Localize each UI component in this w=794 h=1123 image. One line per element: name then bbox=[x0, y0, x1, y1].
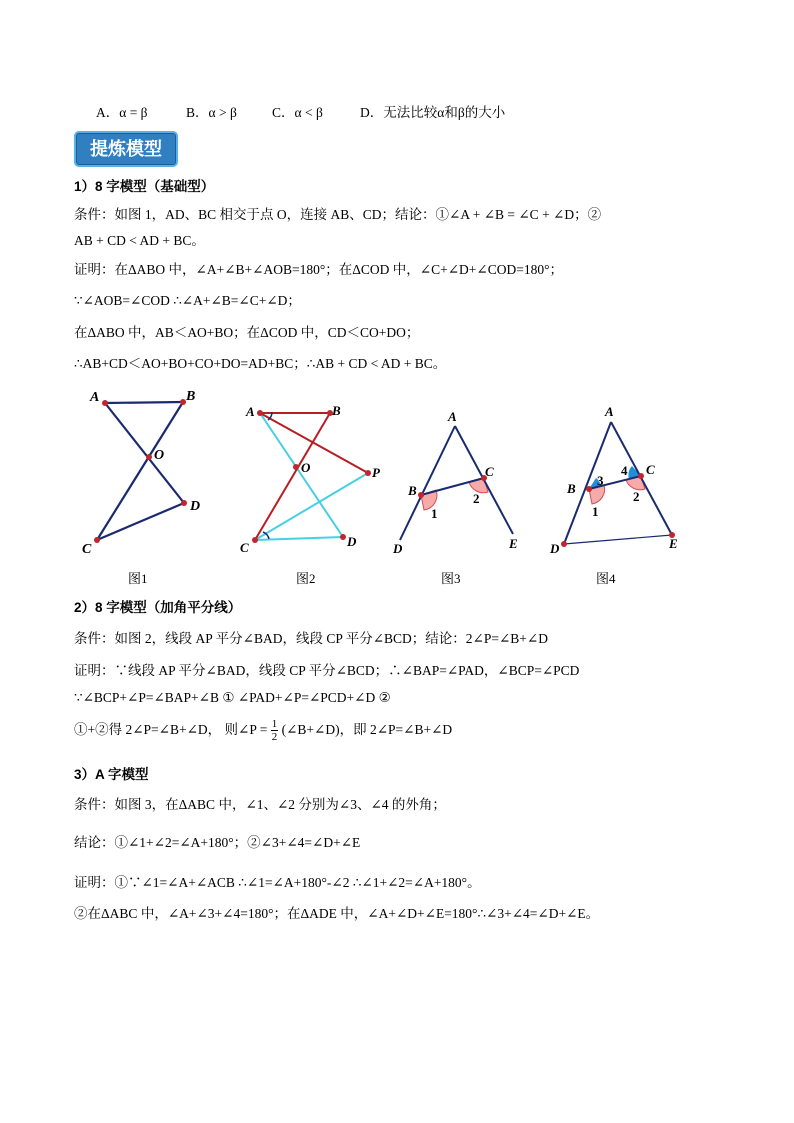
fig1-label-c: C bbox=[82, 542, 92, 557]
model3-proof-1: 证明：①∵∠1=∠A+∠ACB ∴∠1=∠A+180°-∠2 ∴∠1+∠2=∠A+180°。 bbox=[74, 875, 481, 890]
fig3-label-c: C bbox=[485, 464, 494, 479]
model1-condition: 条件：如图 1，AD、BC 相交于点 O，连接 AB、CD；结论：①∠A + ∠B = ∠C + ∠D；② bbox=[74, 207, 602, 222]
model2-heading: 2）8 字模型（加角平分线） bbox=[74, 600, 242, 615]
model2-proof-3a: ①+②得 2∠P=∠B+∠D， 则∠P = bbox=[74, 722, 268, 737]
option-b: B．α > β bbox=[186, 105, 237, 120]
fraction-numerator: 1 bbox=[271, 718, 278, 731]
fig3-label-e: E bbox=[509, 536, 518, 551]
fig1-label-o: O bbox=[154, 448, 165, 463]
fraction-denominator: 2 bbox=[271, 731, 278, 744]
option-a: A．α = β bbox=[96, 105, 148, 120]
caption-fig4: 图4 bbox=[596, 571, 616, 586]
model3-heading: 3）A 字模型 bbox=[74, 767, 149, 782]
figure-4 bbox=[549, 404, 678, 556]
fig4-label-2: 2 bbox=[633, 489, 640, 504]
fig4-label-a: A bbox=[605, 404, 614, 419]
fig2-label-b: B bbox=[332, 403, 341, 418]
section-badge: 提炼模型 bbox=[74, 131, 178, 167]
fig2-label-p: P bbox=[372, 465, 380, 480]
caption-fig2: 图2 bbox=[296, 571, 316, 586]
option-c: C．α < β bbox=[272, 105, 323, 120]
model2-proof-2: ∵∠BCP+∠P=∠BAP+∠B ① ∠PAD+∠P=∠PCD+∠D ② bbox=[74, 690, 391, 705]
fig3-label-1: 1 bbox=[431, 506, 438, 521]
caption-fig3: 图3 bbox=[441, 571, 461, 586]
fig3-label-b: B bbox=[408, 483, 417, 498]
model1-heading: 1）8 字模型（基础型） bbox=[74, 179, 215, 194]
fig1-label-a: A bbox=[90, 390, 100, 405]
model1-proof-2: ∵∠AOB=∠COD ∴∠A+∠B=∠C+∠D； bbox=[74, 293, 301, 308]
model3-condition: 条件：如图 3，在ΔABC 中，∠1、∠2 分别为∠3、∠4 的外角； bbox=[74, 797, 446, 812]
option-d: D．无法比较α和β的大小 bbox=[360, 105, 506, 120]
fig2-label-d: D bbox=[347, 534, 357, 549]
fig1-label-d: D bbox=[190, 499, 201, 514]
fig3-label-d: D bbox=[393, 541, 403, 556]
fig4-label-1: 1 bbox=[592, 504, 599, 519]
model1-proof-3: 在ΔABO 中，AB＜AO+BO；在ΔCOD 中，CD＜CO+DO； bbox=[74, 325, 420, 340]
fig4-label-e: E bbox=[669, 536, 678, 551]
figure-2 bbox=[240, 403, 381, 555]
model2-proof-1: 证明：∵线段 AP 平分∠BAD，线段 CP 平分∠BCD；∴∠BAP=∠PAD，∠BCP=∠PCD bbox=[74, 663, 580, 678]
fig2-label-c: C bbox=[240, 540, 249, 555]
fraction-half bbox=[271, 718, 279, 743]
model2-condition: 条件：如图 2，线段 AP 平分∠BAD，线段 CP 平分∠BCD；结论：2∠P=∠B+∠D bbox=[74, 631, 548, 646]
fig3-label-2: 2 bbox=[473, 491, 480, 506]
fig4-label-b: B bbox=[567, 481, 576, 496]
model2-proof-3b: (∠B+∠D)，即 2∠P=∠B+∠D bbox=[281, 722, 453, 737]
fig4-label-d: D bbox=[550, 541, 560, 556]
fig2-label-a: A bbox=[246, 404, 255, 419]
model1-proof-1: 证明：在ΔABO 中，∠A+∠B+∠AOB=180°；在ΔCOD 中，∠C+∠D+∠COD=180°； bbox=[74, 262, 563, 277]
model1-proof-4: ∴AB+CD＜AO+BO+CO+DO=AD+BC；∴AB + CD < AD + BC。 bbox=[74, 356, 447, 371]
fig1-label-b: B bbox=[186, 389, 196, 404]
fig2-label-o: O bbox=[301, 460, 311, 475]
fig4-label-3: 3 bbox=[597, 473, 604, 488]
model2-proof-3 bbox=[74, 718, 452, 743]
fig3-label-a: A bbox=[448, 409, 457, 424]
figure-1 bbox=[82, 389, 200, 557]
model3-proof-2: ②在ΔABC 中，∠A+∠3+∠4=180°；在ΔADE 中，∠A+∠D+∠E=180°∴∠3+∠4=∠D+∠E。 bbox=[74, 906, 600, 921]
caption-fig1: 图1 bbox=[128, 571, 148, 586]
model1-condition-cont: AB + CD < AD + BC。 bbox=[74, 233, 205, 248]
model3-conclusion: 结论：①∠1+∠2=∠A+180°；②∠3+∠4=∠D+∠E bbox=[74, 835, 361, 850]
fig4-label-c: C bbox=[646, 462, 655, 477]
figure-3 bbox=[392, 409, 518, 556]
fig4-label-4: 4 bbox=[621, 463, 628, 478]
